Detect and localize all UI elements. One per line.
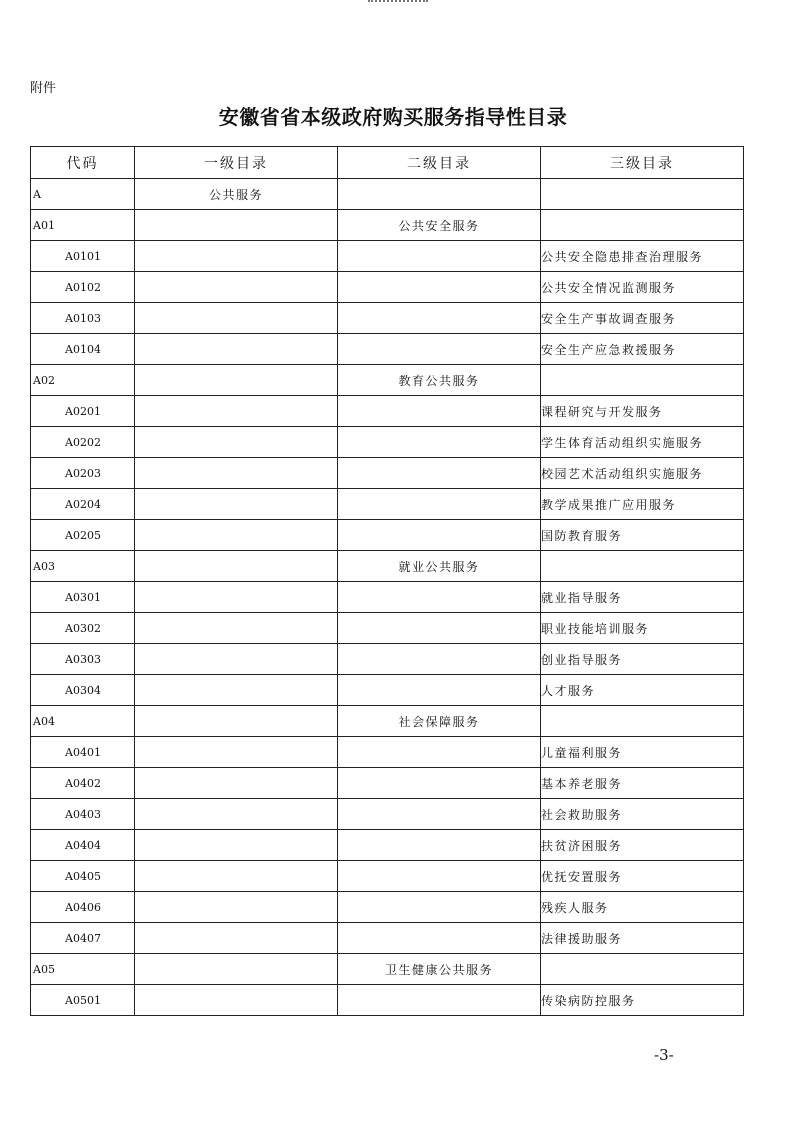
table-row [31, 334, 744, 365]
row-level3: 教学成果推广应用服务 [541, 489, 744, 520]
row-level3: 残疾人服务 [541, 892, 744, 923]
table-row [31, 861, 744, 892]
row-level1 [135, 613, 338, 644]
row-level3: 学生体育活动组织实施服务 [541, 427, 744, 458]
row-level1: 公共服务 [135, 179, 338, 210]
row-code: A0201 [31, 396, 135, 427]
table-row [31, 644, 744, 675]
row-level2 [338, 768, 541, 799]
row-level3: 校园艺术活动组织实施服务 [541, 458, 744, 489]
row-level3: 扶贫济困服务 [541, 830, 744, 861]
row-level2 [338, 675, 541, 706]
row-level1 [135, 458, 338, 489]
catalog-table-header [31, 147, 744, 179]
row-level3: 职业技能培训服务 [541, 613, 744, 644]
row-level1 [135, 768, 338, 799]
row-level3: 国防教育服务 [541, 520, 744, 551]
table-row [31, 489, 744, 520]
row-level1 [135, 737, 338, 768]
row-level3: 公共安全情况监测服务 [541, 272, 744, 303]
row-level2 [338, 582, 541, 613]
row-code: A0202 [31, 427, 135, 458]
table-row [31, 706, 744, 737]
row-level2 [338, 892, 541, 923]
row-level2 [338, 520, 541, 551]
row-level1 [135, 861, 338, 892]
row-level2 [338, 985, 541, 1016]
table-row [31, 396, 744, 427]
attachment-label: 附件 [30, 81, 57, 96]
table-row [31, 458, 744, 489]
row-level1 [135, 799, 338, 830]
table-row [31, 923, 744, 954]
row-level3 [541, 365, 744, 396]
row-level1 [135, 551, 338, 582]
row-level2 [338, 241, 541, 272]
row-level2: 社会保障服务 [338, 706, 541, 737]
row-level2 [338, 613, 541, 644]
row-code: A0203 [31, 458, 135, 489]
row-code: A0402 [31, 768, 135, 799]
header-code: 代码 [31, 147, 135, 179]
row-code: A0401 [31, 737, 135, 768]
row-level1 [135, 923, 338, 954]
row-level1 [135, 489, 338, 520]
row-level2 [338, 458, 541, 489]
row-code: A0302 [31, 613, 135, 644]
row-level2 [338, 830, 541, 861]
row-level2 [338, 272, 541, 303]
page-number: -3- [654, 1046, 674, 1064]
row-level3 [541, 551, 744, 582]
row-code: A0403 [31, 799, 135, 830]
row-level3: 法律援助服务 [541, 923, 744, 954]
row-level3: 儿童福利服务 [541, 737, 744, 768]
row-level1 [135, 644, 338, 675]
table-row [31, 520, 744, 551]
scan-top-mark [368, 0, 428, 8]
row-code: A01 [31, 210, 135, 241]
row-level1 [135, 427, 338, 458]
table-row [31, 954, 744, 985]
row-level3: 创业指导服务 [541, 644, 744, 675]
row-level2 [338, 861, 541, 892]
row-code: A0501 [31, 985, 135, 1016]
table-row [31, 303, 744, 334]
row-level2 [338, 179, 541, 210]
row-level1 [135, 365, 338, 396]
row-level3: 传染病防控服务 [541, 985, 744, 1016]
row-level1 [135, 241, 338, 272]
row-level2 [338, 923, 541, 954]
row-level1 [135, 954, 338, 985]
row-level2: 卫生健康公共服务 [338, 954, 541, 985]
row-level3 [541, 179, 744, 210]
row-level1 [135, 210, 338, 241]
row-level1 [135, 272, 338, 303]
table-row [31, 985, 744, 1016]
row-level1 [135, 985, 338, 1016]
header-level1: 一级目录 [135, 147, 338, 179]
row-level3: 基本养老服务 [541, 768, 744, 799]
row-level1 [135, 334, 338, 365]
table-row [31, 272, 744, 303]
row-code: A [31, 179, 135, 210]
table-row [31, 737, 744, 768]
table-row [31, 179, 744, 210]
table-row [31, 613, 744, 644]
table-row [31, 830, 744, 861]
row-level2 [338, 396, 541, 427]
row-code: A03 [31, 551, 135, 582]
catalog-table-body [31, 179, 744, 1016]
row-level3: 就业指导服务 [541, 582, 744, 613]
table-row [31, 365, 744, 396]
row-level3: 安全生产应急救援服务 [541, 334, 744, 365]
row-code: A0407 [31, 923, 135, 954]
row-level3 [541, 954, 744, 985]
header-row [31, 147, 744, 179]
row-level1 [135, 582, 338, 613]
row-level3: 公共安全隐患排查治理服务 [541, 241, 744, 272]
row-code: A0101 [31, 241, 135, 272]
row-level2 [338, 334, 541, 365]
row-level2: 教育公共服务 [338, 365, 541, 396]
row-level1 [135, 396, 338, 427]
row-level3: 优抚安置服务 [541, 861, 744, 892]
row-code: A02 [31, 365, 135, 396]
row-code: A04 [31, 706, 135, 737]
row-level1 [135, 675, 338, 706]
row-code: A0104 [31, 334, 135, 365]
row-level2 [338, 489, 541, 520]
row-code: A0304 [31, 675, 135, 706]
catalog-table [30, 146, 744, 1016]
row-level3 [541, 706, 744, 737]
row-level1 [135, 303, 338, 334]
table-row [31, 892, 744, 923]
row-code: A0205 [31, 520, 135, 551]
table-row [31, 210, 744, 241]
row-level3: 课程研究与开发服务 [541, 396, 744, 427]
row-level1 [135, 830, 338, 861]
row-level2: 就业公共服务 [338, 551, 541, 582]
row-level1 [135, 520, 338, 551]
row-code: A0406 [31, 892, 135, 923]
row-level3: 人才服务 [541, 675, 744, 706]
row-level3 [541, 210, 744, 241]
table-row [31, 768, 744, 799]
header-level3: 三级目录 [541, 147, 744, 179]
row-level2 [338, 303, 541, 334]
table-row [31, 799, 744, 830]
row-code: A0405 [31, 861, 135, 892]
row-level1 [135, 706, 338, 737]
row-level3: 社会救助服务 [541, 799, 744, 830]
row-level2 [338, 427, 541, 458]
table-row [31, 551, 744, 582]
table-row [31, 675, 744, 706]
row-code: A0301 [31, 582, 135, 613]
row-level2 [338, 799, 541, 830]
row-code: A0103 [31, 303, 135, 334]
row-code: A0404 [31, 830, 135, 861]
table-row [31, 427, 744, 458]
row-level3: 安全生产事故调查服务 [541, 303, 744, 334]
row-code: A0303 [31, 644, 135, 675]
row-level1 [135, 892, 338, 923]
row-level2: 公共安全服务 [338, 210, 541, 241]
row-level2 [338, 737, 541, 768]
document-title: 安徽省省本级政府购买服务指导性目录 [218, 105, 568, 129]
table-row [31, 582, 744, 613]
table-row [31, 241, 744, 272]
row-code: A0204 [31, 489, 135, 520]
header-level2: 二级目录 [338, 147, 541, 179]
row-code: A05 [31, 954, 135, 985]
row-level2 [338, 644, 541, 675]
row-code: A0102 [31, 272, 135, 303]
